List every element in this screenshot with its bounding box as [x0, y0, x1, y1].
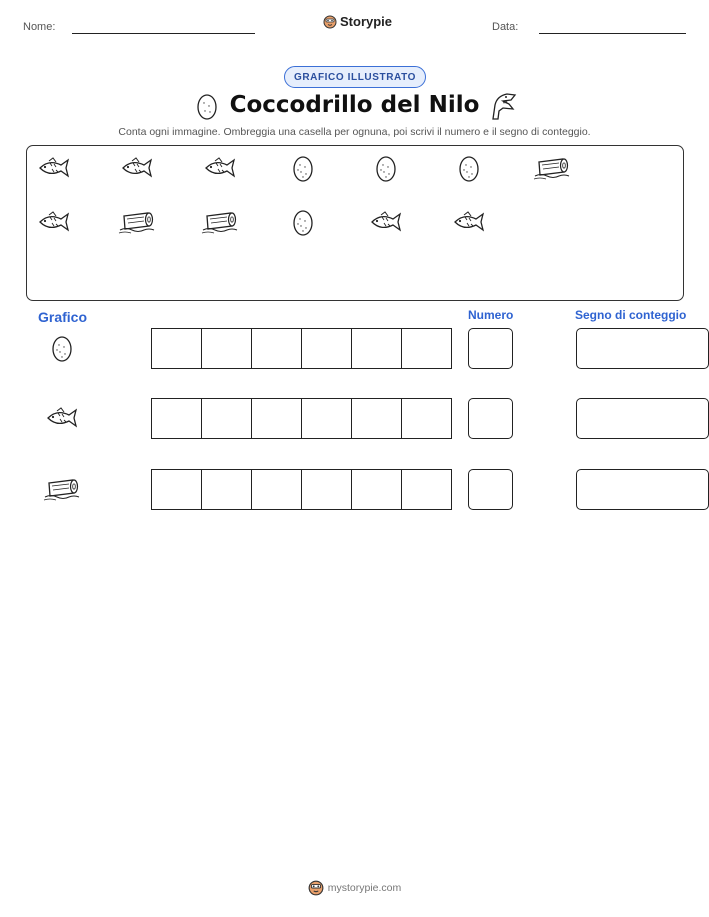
- page-title: [0, 92, 709, 118]
- name-line[interactable]: [72, 33, 255, 34]
- graph-cell[interactable]: [151, 328, 202, 369]
- tally-box[interactable]: [576, 398, 709, 439]
- graph-cell[interactable]: [201, 398, 252, 439]
- log-icon: [533, 156, 571, 185]
- number-box[interactable]: [468, 469, 513, 510]
- egg-icon: [375, 154, 397, 187]
- egg-icon: [196, 92, 218, 120]
- fish-icon: [369, 211, 403, 238]
- name-label: Nome:: [23, 21, 56, 33]
- log-icon: [201, 210, 239, 239]
- worksheet-type-badge: GRAFICO ILLUSTRATO: [284, 66, 426, 88]
- graph-cell[interactable]: [351, 328, 402, 369]
- fish-icon: [203, 157, 237, 184]
- graph-cell[interactable]: [301, 398, 352, 439]
- crocodile-icon: [489, 91, 517, 121]
- egg-icon: [292, 154, 314, 187]
- graph-cell[interactable]: [251, 469, 302, 510]
- storypie-mascot-icon: [323, 15, 337, 29]
- footer: [0, 880, 709, 896]
- number-header: Numero: [468, 308, 514, 322]
- fish-icon: [452, 211, 486, 238]
- graph-cell[interactable]: [401, 398, 452, 439]
- brand-logo: [323, 14, 392, 29]
- fish-icon: [120, 157, 154, 184]
- graph-cell[interactable]: [301, 328, 352, 369]
- date-line[interactable]: [539, 33, 686, 34]
- brand-name: Storypie: [340, 14, 393, 29]
- log-icon: [118, 210, 156, 239]
- graph-cell[interactable]: [201, 469, 252, 510]
- instructions: Conta ogni immagine. Ombreggia una casella per ognuna, poi scrivi il numero e il segno di conteggio.: [118, 126, 591, 138]
- graph-cell[interactable]: [151, 469, 202, 510]
- tally-header: Segno di conteggio: [575, 308, 687, 322]
- graph-cell[interactable]: [301, 469, 352, 510]
- graph-cell[interactable]: [151, 398, 202, 439]
- graph-cell[interactable]: [401, 469, 452, 510]
- fish-icon: [37, 211, 71, 238]
- tally-box[interactable]: [576, 328, 709, 369]
- graph-cell[interactable]: [351, 469, 402, 510]
- graph-cell[interactable]: [201, 328, 252, 369]
- graph-cell[interactable]: [351, 398, 402, 439]
- graph-title: Grafico: [38, 309, 88, 325]
- graph-cell[interactable]: [251, 328, 302, 369]
- fish-icon: [45, 407, 79, 434]
- graph-cell[interactable]: [251, 398, 302, 439]
- date-label: Data:: [492, 21, 519, 33]
- fish-icon: [37, 157, 71, 184]
- footer-site: mystorypie.com: [327, 882, 402, 894]
- tally-box[interactable]: [576, 469, 709, 510]
- graph-cell[interactable]: [401, 328, 452, 369]
- number-box[interactable]: [468, 328, 513, 369]
- egg-icon: [458, 154, 480, 187]
- number-box[interactable]: [468, 398, 513, 439]
- log-icon: [43, 477, 81, 506]
- egg-icon: [51, 334, 73, 367]
- storypie-mascot-icon: [308, 880, 324, 896]
- title-text: Coccodrillo del Nilo: [229, 92, 480, 118]
- egg-icon: [292, 208, 314, 241]
